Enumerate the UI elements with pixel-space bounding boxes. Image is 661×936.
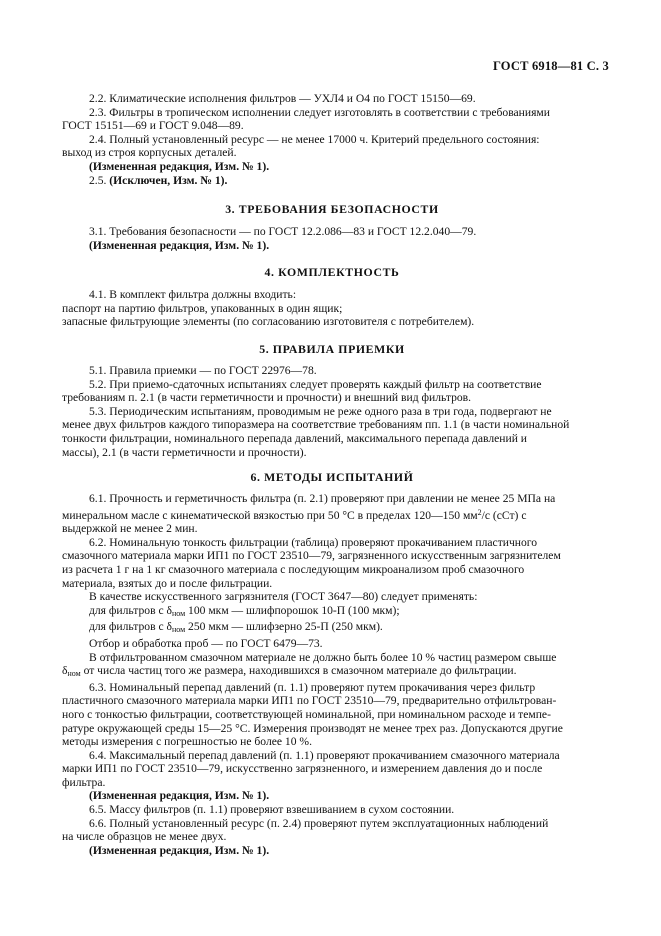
- para-6-2-line7: [89, 620, 599, 637]
- subscript-nom: ном: [171, 625, 186, 635]
- para-6-1-line2-tail: /с (сСт) с: [481, 508, 527, 522]
- superscript-2: 2: [477, 507, 482, 517]
- para-6-4-line2: марки ИП1 по ГОСТ 23510—79, искусственно загрязненного, и измерением давления до и после: [62, 762, 543, 776]
- para-5-3-line4: массы), 2.1 (в части герметичности и прочности).: [62, 445, 307, 459]
- para-6-2-line10-post: от числа частиц того же размера, находившихся в смазочном материале до фильтрации.: [80, 664, 517, 678]
- para-6-4-line3: фильтра.: [62, 775, 106, 789]
- para-4-1: 4.1. В комплект фильтра должны входить:: [89, 288, 297, 301]
- section-4-title: 4. КОМПЛЕКТНОСТЬ: [264, 265, 400, 279]
- para-6-2-line6-pre: для фильтров с δ: [89, 603, 172, 617]
- para-6-2-line1: 6.2. Номинальную тонкость фильтрации (таблица) проверяют прокачиванием пластичного: [89, 535, 538, 549]
- para-5-1: 5.1. Правила приемки — по ГОСТ 22976—78.: [89, 364, 317, 377]
- para-5-2-line2: требованиям п. 2.1 (в части герметичности и прочности) и внешний вид фильтров.: [62, 391, 472, 405]
- para-6-6-line2: на числе образцов не менее двух.: [62, 830, 227, 844]
- para-6-5: 6.5. Массу фильтров (п. 1.1) проверяют взвешиванием в сухом состоянии.: [89, 803, 455, 817]
- para-5-3-line3: тонкости фильтрации, номинального перепада давлений, максимального перепада давлений и: [62, 431, 528, 445]
- section-6-text: [62, 492, 599, 857]
- para-2-2: 2.2. Климатические исполнения фильтров — УХЛ4 и О4 по ГОСТ 15150—69.: [89, 92, 476, 105]
- para-2-5-number: 2.5.: [89, 173, 107, 187]
- para-6-3-line3: ного с тонкостью фильтрации, соответствующей номинальной, при номинальном расходе и темпе-: [62, 707, 551, 721]
- para-6-2-line4: материала, взятых до и после фильтрации.: [62, 576, 273, 590]
- para-6-3-line5: методы измерения с погрешностью не более 10 %.: [62, 735, 312, 749]
- para-2-3-line2: ГОСТ 15151—69 и ГОСТ 9.048—89.: [62, 119, 244, 133]
- para-6-3-line2: пластичного смазочного материала марки ИП1 по ГОСТ 23510—79, предварительно отфильтрован-: [62, 694, 557, 708]
- para-5-3-line2: менее двух фильтров каждого типоразмера на соответствие требованиям пп. 1.1 (в части номинальной: [62, 418, 570, 432]
- para-6-2-line5: В качестве искусственного загрязнителя (ГОСТ 3647—80) следует применять:: [89, 590, 478, 604]
- para-6-2-line8: Отбор и обработка проб — по ГОСТ 6479—73.: [89, 636, 323, 650]
- section-5-text: [62, 364, 599, 459]
- para-6-1-line2: [62, 506, 599, 523]
- para-2-4-line2: выход из строя корпусных деталей.: [62, 146, 237, 160]
- para-6-4-line1: 6.4. Максимальный перепад давлений (п. 1.1) проверяют прокачиванием смазочного материала: [89, 748, 560, 762]
- para-6-1-line3: выдержкой не менее 2 мин.: [62, 522, 198, 536]
- para-6-2-line7-pre: для фильтров с δ: [89, 620, 172, 634]
- para-6-2-line3: из расчета 1 г на 1 кг смазочного материала с последующим микроанализом проб смазочного: [62, 562, 525, 576]
- para-6-1-line1: 6.1. Прочность и герметичность фильтра (п. 2.1) проверяют при давлении не менее 25 МПа на: [89, 492, 556, 505]
- page-header: ГОСТ 6918—81 С. 3: [492, 59, 609, 73]
- para-2-5-text: (Исключен, Изм. № 1).: [109, 173, 228, 187]
- para-6-3-line4: ратуре окружающей среды 15—25 °С. Измерения производят не менее трех раз. Допускаются другие: [62, 721, 563, 735]
- para-6-2-line2: смазочного материала марки ИП1 по ГОСТ 23510—79, загрязненного искусственным загрязнителем: [62, 549, 561, 563]
- para-6-6-line1: 6.6. Полный установленный ресурс (п. 2.4) проверяют путем эксплуатационных наблюдений: [89, 816, 549, 830]
- para-4-1-item2: запасные фильтрующие элементы (по согласованию изготовителя с потребителем).: [62, 315, 475, 329]
- para-6-2-line10: [62, 664, 599, 681]
- section-5-title: 5. ПРАВИЛА ПРИЕМКИ: [259, 342, 405, 356]
- subscript-nom: ном: [171, 608, 186, 618]
- para-5-3-line1: 5.3. Периодическим испытаниям, проводимым не реже одного раза в три года, подвергают не: [89, 404, 552, 418]
- para-6-2-line9: В отфильтрованном смазочном материале не должно быть более 10 % частиц размером свыше: [89, 650, 557, 664]
- para-6-2-line6: [89, 604, 599, 621]
- amendment-note: (Измененная редакция, Изм. № 1).: [89, 843, 270, 857]
- para-6-1-line2-text: минеральном масле с кинематической вязкостью при 50 °С в пределах 120—150 мм: [62, 508, 478, 522]
- para-6-2-line7-post: 250 мкм — шлифзерно 25-П (250 мкм).: [185, 620, 383, 634]
- para-5-2-line1: 5.2. При приемо-сдаточных испытаниях следует проверять каждый фильтр на соответствие: [89, 377, 542, 391]
- amendment-note: (Измененная редакция, Изм. № 1).: [89, 159, 270, 173]
- para-6-2-line6-post: 100 мкм — шлифпорошок 10-П (100 мкм);: [185, 603, 400, 617]
- section-6-title: 6. МЕТОДЫ ИСПЫТАНИЙ: [250, 470, 414, 484]
- para-2-3-line1: 2.3. Фильтры в тропическом исполнении следует изготовлять в соответствии с требованиями: [89, 105, 550, 119]
- para-2-4-line1: 2.4. Полный установленный ресурс — не менее 17000 ч. Критерий предельного состояния:: [89, 132, 540, 146]
- para-6-3-line1: 6.3. Номинальный перепад давлений (п. 1.1) проверяют путем прокачивания через фильтр: [89, 680, 536, 694]
- para-2-5: [89, 174, 599, 188]
- section-2-text: [62, 92, 599, 187]
- amendment-note: (Измененная редакция, Изм. № 1).: [89, 238, 270, 252]
- section-4-text: [62, 288, 599, 329]
- amendment-note: (Измененная редакция, Изм. № 1).: [89, 789, 270, 803]
- para-4-1-item1: паспорт на партию фильтров, упакованных в один ящик;: [62, 301, 343, 315]
- section-3-text: [89, 225, 599, 252]
- subscript-nom: ном: [67, 669, 81, 679]
- section-3-title: 3. ТРЕБОВАНИЯ БЕЗОПАСНОСТИ: [225, 202, 439, 216]
- para-3-1: 3.1. Требования безопасности — по ГОСТ 12.2.086—83 и ГОСТ 12.2.040—79.: [89, 225, 477, 238]
- para-6-2-line10-pre: δ: [62, 664, 68, 678]
